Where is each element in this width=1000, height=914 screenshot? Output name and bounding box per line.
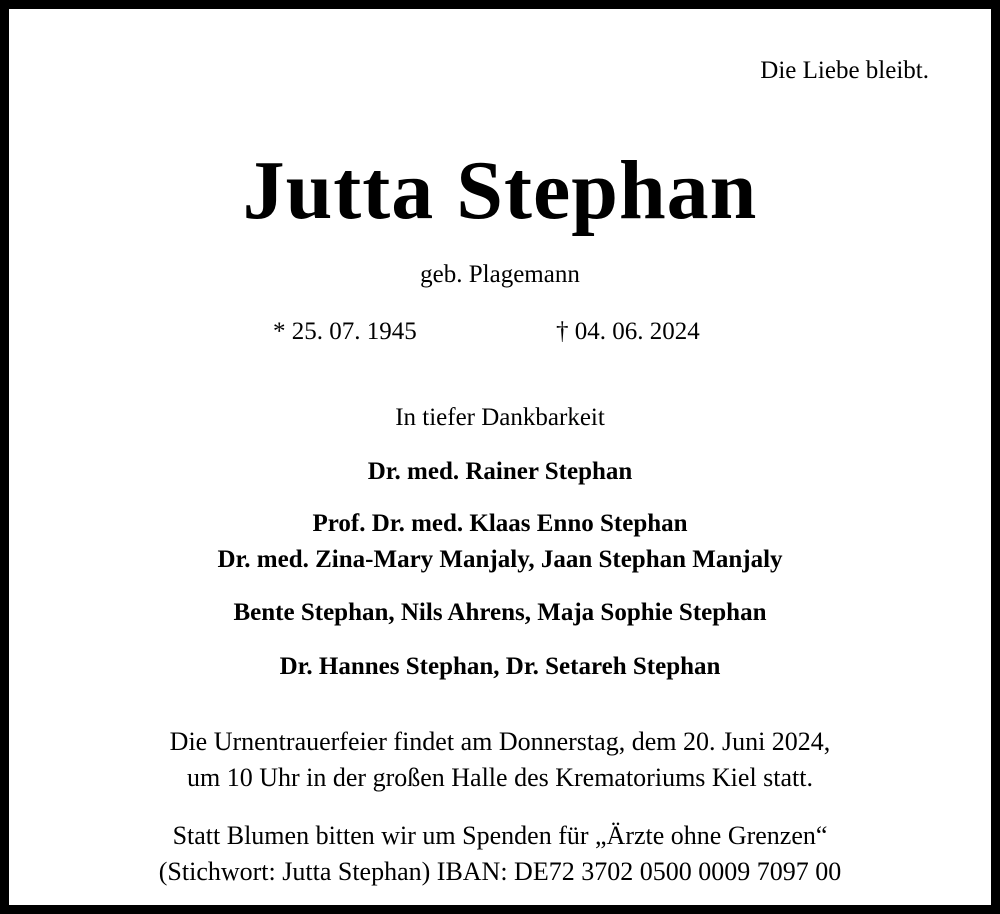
mourner-line: Dr. Hannes Stephan, Dr. Setareh Stephan (279, 653, 721, 680)
life-dates (9, 319, 991, 349)
birth-date: * 25. 07. 1945 (273, 318, 417, 345)
mourners-intro: In tiefer Dankbarkeit (395, 404, 605, 431)
birth-name: geb. Plagemann (420, 261, 580, 288)
mourner-line: Dr. med. Zina-Mary Manjaly, Jaan Stephan Manjaly (217, 546, 783, 573)
motto: Die Liebe bleibt. (760, 57, 929, 84)
death-date: † 04. 06. 2024 (556, 318, 700, 345)
ceremony-line: Die Urnentrauerfeier findet am Donnerstag, dem 20. Juni 2024, (169, 727, 831, 756)
deceased-name: Jutta Stephan (242, 144, 758, 237)
mourner-line: Dr. med. Rainer Stephan (367, 458, 633, 485)
donation-line: Statt Blumen bitten wir um Spenden für „Ärzte ohne Grenzen“ (172, 821, 828, 850)
mourner-line: Prof. Dr. med. Klaas Enno Stephan (312, 510, 688, 537)
ceremony-line: um 10 Uhr in der großen Halle des Krematoriums Kiel statt. (186, 763, 814, 792)
donation-line: (Stichwort: Jutta Stephan) IBAN: DE72 3702 0500 0009 7097 00 (158, 857, 842, 886)
mourner-line: Bente Stephan, Nils Ahrens, Maja Sophie Stephan (233, 599, 767, 626)
